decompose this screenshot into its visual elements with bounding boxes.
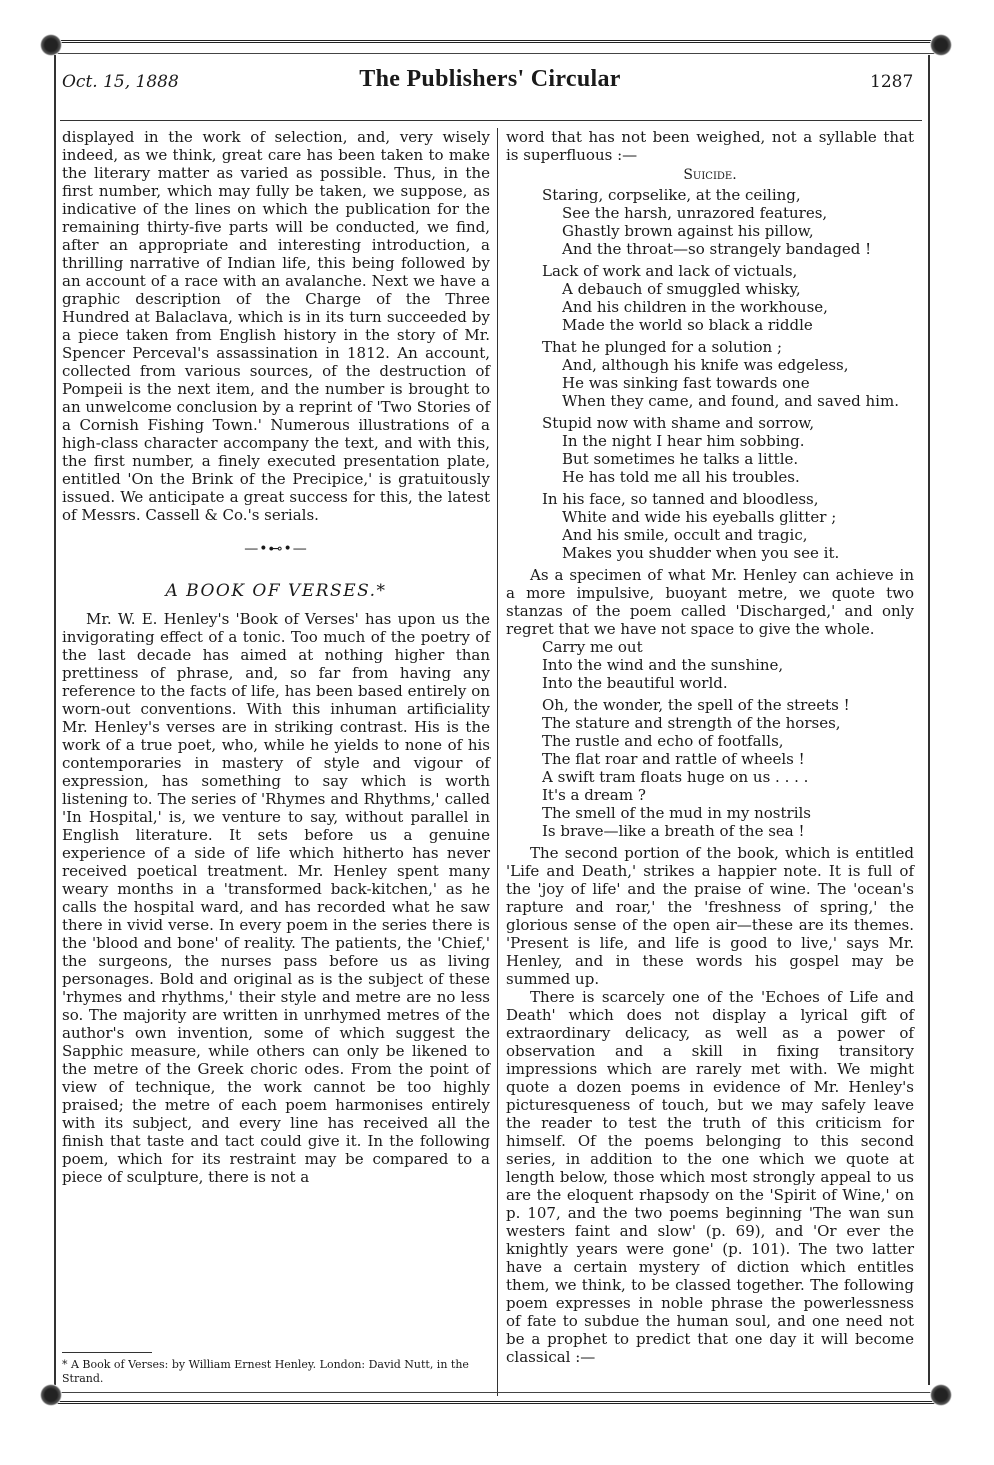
poem-stanza — [542, 414, 914, 486]
poem-stanza — [542, 490, 914, 562]
top-left-ornament — [40, 34, 62, 56]
poem-stanza — [542, 262, 914, 334]
bottom-ornamental-rule — [48, 1392, 943, 1404]
issue-date: Oct. 15, 1888 — [62, 72, 179, 92]
poem-line: And, although his knife was edgeless, — [562, 356, 849, 374]
right-column — [506, 128, 914, 1366]
header-rule — [60, 120, 922, 121]
poem-stanza — [542, 696, 914, 840]
poem-title-suicide: Suicide. — [683, 167, 737, 183]
section-ornament: —•⊷•— — [244, 541, 308, 557]
poem-line: It's a dream ? — [542, 786, 646, 804]
section-title: A BOOK OF VERSES.* — [165, 581, 387, 601]
footnote: * A Book of Verses: by William Ernest Henley. London: David Nutt, in the Strand. — [62, 1358, 469, 1385]
poem-line: Into the wind and the sunshine, — [542, 656, 784, 674]
poem-line: In his face, so tanned and bloodless, — [542, 490, 819, 508]
bottom-left-ornament — [40, 1384, 62, 1406]
poem-line: He has told me all his troubles. — [562, 468, 800, 486]
poem-line: He was sinking fast towards one — [562, 374, 810, 392]
right-frame-rule — [928, 55, 930, 1385]
right-paragraph-3: There is scarcely one of the 'Echoes of Life and Death' which does not display a lyrical gift of extraordinary delicacy, as well as a power of observation and a skill in fixing transitory impressions which are rarely met with. We might quote a dozen poems in evidence of Mr. Henley's picturesqueness of touch, but we may safely leave the reader to test the truth of this criticism for himself. Of the poems belonging to this second series, in addition to the one which we quote at length below, those which most strongly appeal to us are the eloquent rhapsody on the 'Spirit of Wine,' on p. 107, and the two poems beginning 'The wan sun westers faint and slow' (p. 69), and 'Or ever the knightly years were gone' (p. 101). The two latter have a certain mystery of diction which entitles them, we think, to be classed together. The following poem expresses in noble phrase the powerlessness of fate to subdue the human soul, and one need not be a prophet to predict that one day it will become classical :— — [506, 988, 914, 1366]
poem-line: White and wide his eyeballs glitter ; — [562, 508, 837, 526]
left-frame-rule — [54, 55, 56, 1385]
footnote-rule — [62, 1352, 152, 1353]
poem-line: Carry me out — [542, 638, 643, 656]
poem-line: See the harsh, unrazored features, — [562, 204, 828, 222]
poem-line: But sometimes he talks a little. — [562, 450, 799, 468]
poem-line: Made the world so black a riddle — [562, 316, 813, 334]
top-right-ornament — [930, 34, 952, 56]
poem-line: And his children in the workhouse, — [562, 298, 828, 316]
poem-line: A swift tram floats huge on us . . . . — [542, 768, 809, 786]
poem-line: Staring, corpselike, at the ceiling, — [542, 186, 801, 204]
poem-line: Lack of work and lack of victuals, — [542, 262, 798, 280]
publication-title: The Publishers' Circular — [359, 66, 621, 92]
poem-line: When they came, and found, and saved him. — [562, 392, 899, 410]
poem-line: The stature and strength of the horses, — [542, 714, 841, 732]
poem-line: Makes you shudder when you see it. — [562, 544, 840, 562]
left-column — [62, 128, 490, 1186]
poem-line: And his smile, occult and tragic, — [562, 526, 808, 544]
poem-line: Is brave—like a breath of the sea ! — [542, 822, 805, 840]
poem-line: In the night I hear him sobbing. — [562, 432, 805, 450]
poem-discharged — [542, 638, 914, 840]
poem-line: The rustle and echo of footfalls, — [542, 732, 784, 750]
column-divider — [497, 128, 498, 1396]
poem-line: Into the beautiful world. — [542, 674, 728, 692]
left-paragraph-2: Mr. W. E. Henley's 'Book of Verses' has upon us the invigorating effect of a tonic. Too much of the poetry of the last decade has aimed at nothing higher than prettiness of phrase, and, so far from having any reference to the facts of life, has been based entirely on worn-out conventions. With this inhuman artificiality Mr. Henley's verses are in striking contrast. His is the work of a true poet, who, while he yields to none of his contemporaries in mastery of style and vigour of expression, has something to say which is worth listening to. The series of 'Rhymes and Rhythms,' called 'In Hospital,' is, we venture to say, without parallel in English literature. It sets before us a genuine experience of a side of life which hitherto has never received poetical treatment. Mr. Henley spent many weary months in a 'transformed back-kitchen,' as he calls the hospital ward, and has recorded what he saw there in vivid verse. In every poem in the series there is the 'blood and bone' of reality. The patients, the 'Chief,' the surgeons, the nurses pass before us as living personages. Bold and original as is the subject of these 'rhymes and rhythms,' their style and metre are no less so. The majority are written in unrhymed metres of the author's own invention, some of which suggest the Sapphic measure, while others can only be likened to the metre of the Greek choric odes. From the point of view of technique, the work cannot be too highly praised; the metre of each poem harmonises entirely with its subject, and every line has received all the finish that taste and tact could give it. In the following poem, which for its restraint may be compared to a piece of sculpture, there is not a — [62, 610, 490, 1186]
poem-line: The flat roar and rattle of wheels ! — [542, 750, 805, 768]
poem-stanza — [542, 638, 914, 692]
bottom-right-ornament — [930, 1384, 952, 1406]
poem-line: The smell of the mud in my nostrils — [542, 804, 811, 822]
right-paragraph-1: As a specimen of what Mr. Henley can achieve in a more impulsive, buoyant metre, we quote two stanzas of the poem called 'Discharged,' and only regret that we have not space to give the whole. — [506, 566, 914, 638]
right-intro: word that has not been weighed, not a syllable that is superfluous :— — [506, 128, 914, 164]
poem-line: Oh, the wonder, the spell of the streets ! — [542, 696, 850, 714]
left-paragraph-1: displayed in the work of selection, and, very wisely indeed, as we think, great care has been taken to make the literary matter as varied as possible. Thus, in the first number, which may fully be taken, we suppose, as indicative of the lines on which the publication for the remaining thirty-five parts will be conducted, we find, after an appropriate and interesting introduction, a thrilling narrative of Indian life, this being followed by an account of a race with an avalanche. Next we have a graphic description of the Charge of the Three Hundred at Balaclava, which is in its turn succeeded by a piece taken from English history in the story of Mr. Spencer Perceval's assassination in 1812. An account, collected from various sources, of the destruction of Pompeii is the next item, and the number is brought to an unwelcome conclusion by a reprint of 'Two Stories of a Cornish Fishing Town.' Numerous illustrations of a high-class character accompany the text, and with this, the first number, a finely executed presentation plate, entitled 'On the Brink of the Precipice,' is gratuitously issued. We anticipate a great success for this, the latest of Messrs. Cassell & Co.'s serials. — [62, 128, 490, 524]
right-paragraph-2: The second portion of the book, which is entitled 'Life and Death,' strikes a happier note. It is full of the 'joy of life' and the praise of wine. The 'ocean's rapture and roar,' the 'freshness of spring,' the glorious sense of the open air—these are its themes. 'Present is life, and life is good to live,' says Mr. Henley, and in these words his gospel may be summed up. — [506, 844, 914, 988]
top-ornamental-rule — [48, 40, 943, 54]
poem-stanza — [542, 338, 914, 410]
poem-line: That he plunged for a solution ; — [542, 338, 783, 356]
poem-line: Ghastly brown against his pillow, — [562, 222, 814, 240]
poem-stanza — [542, 186, 914, 258]
page-number: 1287 — [870, 72, 914, 92]
poem-line: Stupid now with shame and sorrow, — [542, 414, 815, 432]
poem-line: And the throat—so strangely bandaged ! — [562, 240, 872, 258]
poem-line: A debauch of smuggled whisky, — [562, 280, 801, 298]
poem-suicide — [542, 186, 914, 562]
